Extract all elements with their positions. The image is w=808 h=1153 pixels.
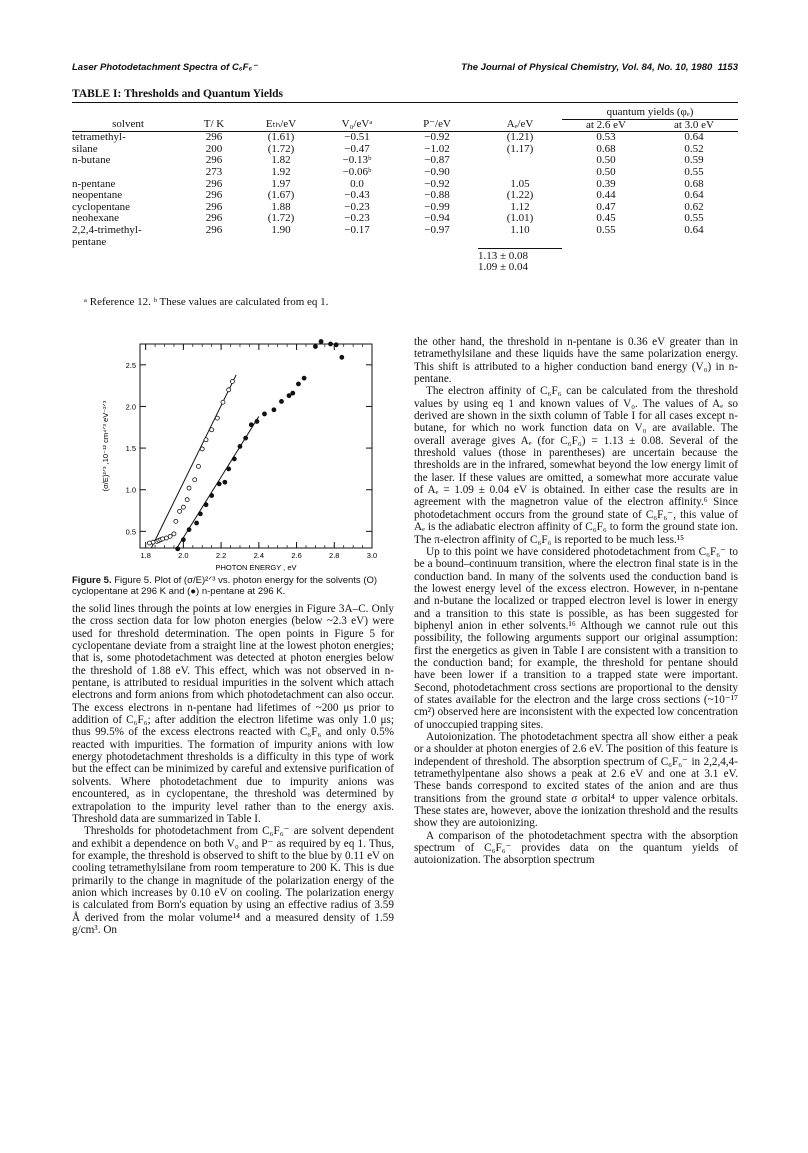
table-cell: 1.10 xyxy=(510,223,530,236)
table-cell: 1.88 xyxy=(271,200,291,213)
table-cell: (1.72) xyxy=(267,142,295,155)
table-cell: 0.68 xyxy=(596,142,616,155)
cyclopentane-point xyxy=(161,537,165,541)
table-cell: 0.64 xyxy=(684,223,704,236)
table-cell: −0.87 xyxy=(424,154,450,167)
n-pentane-point xyxy=(329,342,333,346)
header-title: Laser Photodetachment Spectra of C₆F₆⁻ xyxy=(72,62,258,73)
table-cell: 296 xyxy=(205,223,223,236)
n-pentane-point xyxy=(187,528,191,532)
paragraph: the solid lines through the points at low energies in Figure 3A–C. Only the cross section data for low photon energies (below ~2.3 eV) were used for threshold determination. The open points in Figure 5 for cyclopentane deviate from a straight line at the lowest photon energies; that is, some photodetachment was detected at photon energies below the threshold of 1.88 eV. This effect, which was not observed in n-pentane, is attributed to residual impurities in the solvent which attach electrons and form anions from which photodetachment can also occur. The excess electrons in n-pentane had lifetimes of ~200 μs prior to addition of C₆F₆; after addition the electron lifetime was only 1.0 μs; thus 99.5% of the excess electrons reacted with C₆F₆ and only 0.5% reacted with impurities. The formation of impurity anions with low energy photodetachment thresholds is a difficulty in this type of work but the effect can be minimized by careful and extensive purification of solvents. Where photodetachment due to impurity anions was encountered, as in cyclopentane, the threshold was determined by extrapolation to the impurity level rather than to the energy axis. Threshold data are summarized in Table I. xyxy=(72,603,394,825)
table-cell: 296 xyxy=(205,154,223,167)
table-cell: 0.62 xyxy=(684,200,704,213)
x-tick-label: 2.2 xyxy=(215,551,227,560)
table-cell: 1.82 xyxy=(271,154,291,167)
table-cell: −0.47 xyxy=(344,142,370,155)
table-cell: −1.02 xyxy=(424,142,450,155)
col-header: solvent xyxy=(72,119,184,132)
table-cell: −0.94 xyxy=(424,212,450,225)
paragraph: Thresholds for photodetachment from C₆F₆⁻ are solvent dependent and exhibit a dependence on both V₀ and P⁻ as required by eq 1. Thus, for example, the threshold is observed to shift to the blue by 0.11 eV on cooling tetramethylsilane from room temperature to 200 K. This is due primarily to the change in magnitude of the polarization energy of the anion which increases by 0.10 eV on cooling. The polarization energy is calculated from Born's equation by using an effective radius of 3.59 Å derived from the molar volume¹⁴ and a measured density of 1.59 g/cm³. On xyxy=(72,825,394,936)
average-all: 1.13 ± 0.08 xyxy=(478,248,562,262)
cyclopentane-point xyxy=(215,416,219,420)
table-cell: 1.90 xyxy=(271,223,291,236)
table-cell: −0.92 xyxy=(424,177,450,190)
table-cell: 296 xyxy=(205,189,223,202)
cyclopentane-point xyxy=(174,519,178,523)
col-header: T/ K xyxy=(184,119,244,132)
table-cell: −0.51 xyxy=(344,131,370,144)
n-pentane-point xyxy=(272,408,276,412)
x-tick-label: 2.8 xyxy=(329,551,340,560)
x-tick-label: 1.8 xyxy=(140,551,151,560)
table-cell: 0.64 xyxy=(684,189,704,202)
x-tick-label: 2.0 xyxy=(178,551,189,560)
table-cell: −0.23 xyxy=(344,200,370,213)
table-cell: 0.52 xyxy=(684,142,704,155)
table-cell: 0.55 xyxy=(684,212,704,225)
table-cell: n-pentane xyxy=(72,177,116,190)
table-cell: (1.61) xyxy=(267,131,295,144)
col-header: at 2.6 eV xyxy=(562,119,650,132)
table-cell: 0.64 xyxy=(684,131,704,144)
page-number: 1153 xyxy=(717,62,738,73)
cyclopentane-point xyxy=(147,541,151,545)
n-pentane-point xyxy=(287,394,291,398)
table-cell: 200 xyxy=(205,142,223,155)
table-cell xyxy=(72,167,184,179)
cyclopentane-point xyxy=(178,509,182,513)
table-cell: 296 xyxy=(205,200,223,213)
table-body xyxy=(72,132,738,248)
cyclopentane-point xyxy=(204,438,208,442)
table-cell xyxy=(478,167,562,179)
x-axis-label: PHOTON ENERGY , eV xyxy=(215,563,297,572)
table-cell: silane xyxy=(72,142,98,155)
table-cell: 0.47 xyxy=(596,200,616,213)
table-cell xyxy=(478,155,562,167)
table-cell xyxy=(244,237,318,249)
table-cell: neopentane xyxy=(72,189,123,202)
table-cell: 0.50 xyxy=(596,165,616,178)
cyclopentane-point xyxy=(151,540,155,544)
table-row xyxy=(72,179,738,191)
cyclopentane-point xyxy=(168,534,172,538)
cyclopentane-point xyxy=(193,478,197,482)
table-header-row xyxy=(72,119,738,132)
n-pentane-point xyxy=(195,521,199,525)
n-pentane-point xyxy=(176,547,180,551)
table-cell: −0.88 xyxy=(424,189,450,202)
table-cell: (1.01) xyxy=(506,212,534,225)
cyclopentane-point xyxy=(200,447,204,451)
figure-5 xyxy=(76,338,392,572)
y-tick-label: 2.5 xyxy=(125,360,136,370)
table-cell: (1.21) xyxy=(506,131,534,144)
n-pentane-point xyxy=(313,344,317,348)
table-cell: −0.13ᵇ xyxy=(342,154,372,167)
table-footnote: ᵃ Reference 12. ᵇ These values are calculated from eq 1. xyxy=(84,296,329,308)
table-cell: 296 xyxy=(205,131,223,144)
cyclopentane-point xyxy=(196,464,200,468)
quantum-yield-header: quantum yields (φₑ) xyxy=(562,107,738,119)
table-cell xyxy=(562,237,650,249)
n-pentane-point xyxy=(302,376,306,380)
table-cell: (1.67) xyxy=(267,189,295,202)
average-reduced: 1.09 ± 0.04 xyxy=(478,261,529,274)
table-cell: 273 xyxy=(205,165,223,178)
table-cell: 2,2,4-trimethyl- xyxy=(72,223,142,236)
table-cell: cyclopentane xyxy=(72,200,131,213)
table-cell: 0.39 xyxy=(596,177,616,190)
col-header: Aₑ/eV xyxy=(478,119,562,132)
header-journal xyxy=(461,62,738,73)
table-cell: 0.0 xyxy=(350,177,364,190)
table-row xyxy=(72,144,738,156)
n-pentane-point xyxy=(291,391,295,395)
table-cell: 1.92 xyxy=(271,165,291,178)
n-pentane-point xyxy=(217,482,221,486)
n-pentane-point xyxy=(255,419,259,423)
paragraph: The electron affinity of C₆F₆ can be calculated from the threshold values by using eq 1 and known values of V₀. The values of Aₑ so derived are shown in the sixth column of Table I for all cases except n-butane, for which no work function data on V₀ are available. The overall average gives Aₑ (for C₆F₆) = 1.13 ± 0.08. Several of the threshold values (those in parentheses) are uncertain because the thresholds are in the infrared, somewhat beyond the low energy limit of the laser. If these values are omitted, a somewhat more accurate value of Aₑ = 1.09 ± 0.04 eV is obtained. In either case the results are in agreement with the magnetron value of the electron affinity.⁶ Since photodetachment occurs from the ground state of C₆F₆⁻, this value of Aₑ is the adiabatic electron affinity of C₆F₆ to form the ground state ion. The π-electron affinity of C₆F₆ is reported to be much less.¹⁵ xyxy=(414,385,738,546)
x-tick-label: 3.0 xyxy=(366,551,378,560)
data-table xyxy=(72,102,738,274)
table-cell: −0.23 xyxy=(344,212,370,225)
table-cell xyxy=(318,237,396,249)
y-tick-label: 0.5 xyxy=(125,527,136,537)
right-column xyxy=(414,336,738,867)
n-pentane-point xyxy=(262,412,266,416)
table-row xyxy=(72,155,738,167)
left-column xyxy=(72,603,394,936)
figure-caption-text: Figure 5. Plot of (σ/E)²ᐟ³ vs. photon energy for the solvents (O) cyclopentane at 296 K and (●) n-pentane at 296 K. xyxy=(72,575,378,597)
table-cell xyxy=(396,237,478,249)
n-pentane-point xyxy=(279,399,283,403)
y-tick-label: 2.0 xyxy=(125,402,136,412)
table-cell: (1.72) xyxy=(267,212,295,225)
table-row xyxy=(72,132,738,144)
table-cell: 1.97 xyxy=(271,177,291,190)
table-cell: n-butane xyxy=(72,154,111,167)
n-pentane-point xyxy=(210,494,214,498)
n-pentane-point xyxy=(296,382,300,386)
table-cell: −0.92 xyxy=(424,131,450,144)
table-cell: 0.59 xyxy=(684,154,704,167)
n-pentane-point xyxy=(198,512,202,516)
n-pentane-point xyxy=(319,340,323,344)
y-tick-label: 1.5 xyxy=(125,444,136,454)
table-cell: −0.06ᵇ xyxy=(342,165,372,178)
figure-caption: Figure 5. Figure 5. Plot of (σ/E)²ᐟ³ vs. photon energy for the solvents (O) cyclopentane at 296 K and (●) n-pentane at 296 K. xyxy=(72,575,378,597)
paragraph: the other hand, the threshold in n-pentane is 0.36 eV greater than in tetramethylsilane and these liquids have the same polarization energy. This shift is attributed to a higher conduction band energy (V₀) in n-pentane. xyxy=(414,336,738,386)
table-cell: neohexane xyxy=(72,212,120,225)
n-pentane-point xyxy=(223,480,227,484)
table-cell: 0.68 xyxy=(684,177,704,190)
table-cell: 0.44 xyxy=(596,189,616,202)
cyclopentane-point xyxy=(210,428,214,432)
n-pentane-point xyxy=(232,457,236,461)
table-cell: 0.53 xyxy=(596,131,616,144)
n-pentane-point xyxy=(340,355,344,359)
table-cell: 0.55 xyxy=(684,165,704,178)
col-header: Eₜₕ/eV xyxy=(244,119,318,132)
table-cell: −0.43 xyxy=(344,189,370,202)
table-cell: 1.12 xyxy=(510,200,530,213)
table-cell: (1.22) xyxy=(506,189,534,202)
table-row xyxy=(72,237,738,249)
table-cell: −0.99 xyxy=(424,200,450,213)
cyclopentane-point xyxy=(172,532,176,536)
table-caption: TABLE I: Thresholds and Quantum Yields xyxy=(72,88,284,100)
table-cell: tetramethyl- xyxy=(72,131,126,144)
table-cell: (1.17) xyxy=(506,142,534,155)
table-cell: pentane xyxy=(72,235,107,248)
y-tick-label: 1.0 xyxy=(125,485,136,495)
table-cell: 0.45 xyxy=(596,212,616,225)
table-cell: 1.05 xyxy=(510,177,530,190)
table-cell: 0.55 xyxy=(596,223,616,236)
table-cell: −0.97 xyxy=(424,223,450,236)
paragraph: Autoionization. The photodetachment spectra all show either a peak or a shoulder at photon energies of 2.6 eV. The position of this feature is independent of threshold. The absorption spectrum of C₆F₆⁻ in 2,2,4,4-tetramethylpentane also shows a peak at 2.6 eV and one at 3.1 eV. These bands correspond to excited states of the anion and are thus transitions from the ground state σ orbital⁴ to upper valence orbitals. These states are, however, above the ionization threshold and the results show they are autoionizing. xyxy=(414,731,738,830)
cyclopentane-point xyxy=(221,400,225,404)
n-pentane-point xyxy=(204,503,208,507)
n-pentane-point xyxy=(181,538,185,542)
x-tick-label: 2.4 xyxy=(253,551,265,560)
cyclopentane-point xyxy=(185,498,189,502)
n-pentane-point xyxy=(227,467,231,471)
table-cell: −0.17 xyxy=(344,223,370,236)
table-cell: −0.90 xyxy=(424,165,450,178)
cyclopentane-point xyxy=(230,379,234,383)
table-cell xyxy=(650,237,738,249)
table-cell: 0.50 xyxy=(596,154,616,167)
n-pentane-point xyxy=(249,423,253,427)
y-axis-label: (σ/E)²ᐟ³ ,10⁻¹² cm⁴ᐟ³ eV⁻²ᐟ³ xyxy=(101,400,110,492)
table-cell xyxy=(478,237,562,249)
col-header: at 3.0 eV xyxy=(650,119,738,132)
header-journal-text: The Journal of Physical Chemistry, Vol. 84, No. 10, 1980 xyxy=(461,62,713,73)
scatter-plot xyxy=(76,338,392,574)
table-row xyxy=(72,213,738,225)
cyclopentane-point xyxy=(181,505,185,509)
paragraph: Up to this point we have considered photodetachment from C₆F₆⁻ to be a bound–continuum transition, where the electron final state is in the conduction band. In many of the solvents used the conduction band is the lowest energy level of the excess electron. However, in n-pentane and n-butane the localized or trapped electron level is lower in energy and a transition to this state is possible, as has been suggested for biphenyl anion in ether solvents.¹⁶ Although we cannot rule out this possibility, the following arguments support our original assumption: first the energetics as given in Table I are consistent with a transition to the conduction band; for example, the threshold for pentane should have been lower if a transition to a trapped state were important. Second, photodetachment cross sections are proportional to the density of states available for the electron and the large cross sections (~10⁻¹⁷ cm²) observed here are inconsistent with the expected low concentration of unoccupied trapping sites. xyxy=(414,545,738,731)
table-row xyxy=(72,225,738,237)
n-pentane-point xyxy=(334,343,338,347)
table-thresholds xyxy=(72,102,738,274)
table-row xyxy=(72,167,738,179)
table-cell xyxy=(184,237,244,249)
col-header: P⁻/eV xyxy=(396,119,478,132)
cyclopentane-point xyxy=(227,388,231,392)
plot-frame xyxy=(140,344,372,548)
n-pentane-point xyxy=(244,436,248,440)
table-row xyxy=(72,202,738,214)
table-row xyxy=(72,190,738,202)
x-tick-label: 2.6 xyxy=(291,551,302,560)
cyclopentane-point xyxy=(187,486,191,490)
table-cell: 296 xyxy=(205,212,223,225)
paragraph: A comparison of the photodetachment spectra with the absorption spectrum of C₆F₆⁻ provides data on the quantum yields of autoionization. The absorption spectrum xyxy=(414,829,738,867)
n-pentane-point xyxy=(238,444,242,448)
table-cell: 296 xyxy=(205,177,223,190)
col-header: V₀/eVᵃ xyxy=(318,119,396,132)
